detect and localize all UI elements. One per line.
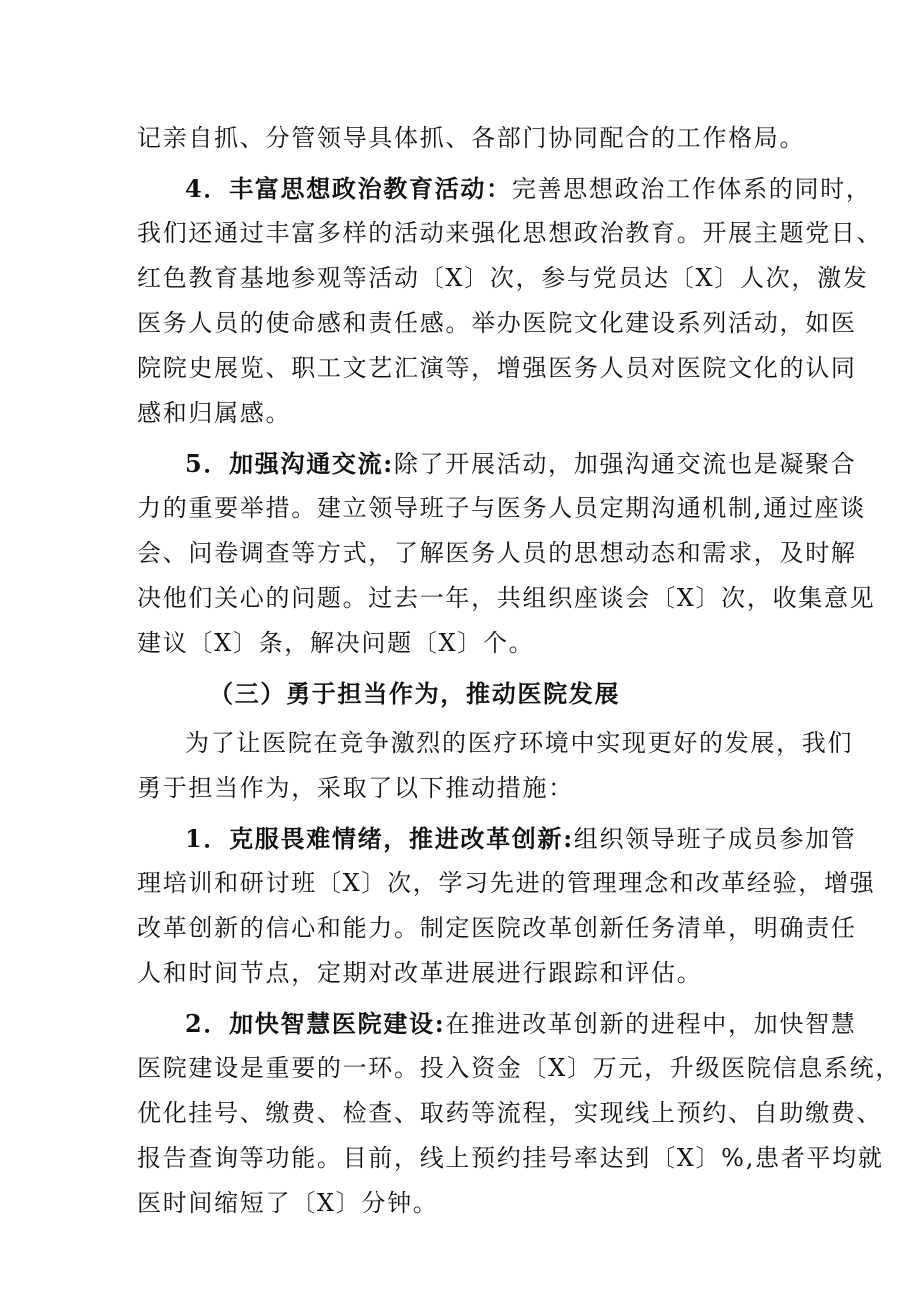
body-text: 决他们关心的问题。过去一年，共组织座谈会〔X〕次，收集意见 — [137, 584, 876, 612]
text-line — [137, 1181, 800, 1226]
heading-text: 5．加强沟通交流: — [185, 449, 394, 478]
text-line — [137, 621, 800, 666]
text-line — [137, 576, 876, 621]
text-line — [137, 861, 876, 906]
text-line — [137, 766, 800, 811]
body-text: 除了开展活动，加强沟通交流也是凝聚合 — [393, 450, 857, 478]
text-line — [137, 951, 800, 996]
body-text: 感和归属感。 — [137, 399, 292, 427]
body-text: 完善思想政治工作体系的同时， — [511, 175, 872, 203]
body-text: 报告查询等功能。目前，线上预约挂号率达到〔X〕%,患者平均就 — [137, 1144, 884, 1172]
heading-text: （三）勇于担当作为，推动医院发展 — [209, 679, 621, 708]
text-line — [137, 486, 866, 531]
body-text: 医务人员的使命感和责任感。举办医院文化建设系列活动，如医 — [137, 309, 857, 337]
text-line — [137, 721, 854, 766]
body-text: 为了让医院在竞争激烈的医疗环境中实现更好的发展，我们 — [185, 729, 854, 757]
text-line — [137, 166, 872, 211]
text-line — [137, 391, 800, 436]
body-text: 医院建设是重要的一环。投入资金〔X〕万元，升级医院信息系统， — [137, 1054, 902, 1082]
body-text: 人和时间节点，定期对改革进展进行跟踪和评估。 — [137, 959, 703, 987]
body-text: 我们还通过丰富多样的活动来强化思想政治教育。开展主题党日、 — [137, 219, 883, 247]
body-text: 红色教育基地参观等活动〔X〕次，参与党员达〔X〕人次，激发 — [137, 264, 869, 292]
body-text: 记亲自抓、分管领导具体抓、各部门协同配合的工作格局。 — [137, 124, 806, 152]
body-text: 建议〔X〕条，解决问题〔X〕个。 — [137, 629, 535, 657]
heading-text: 4．丰富思想政治教育活动： — [185, 174, 512, 203]
text-line — [137, 1046, 902, 1091]
text-line — [137, 1136, 884, 1181]
text-line — [137, 211, 883, 256]
body-text: 优化挂号、缴费、检查、取药等流程，实现线上预约、自助缴费、 — [137, 1099, 883, 1127]
text-line — [137, 441, 857, 486]
heading-text: 1．克服畏难情绪，推进改革创新: — [185, 824, 574, 853]
text-line — [137, 531, 857, 576]
text-line — [137, 116, 806, 161]
body-text: 院院史展览、职工文艺汇演等，增强医务人员对医院文化的认同 — [137, 354, 857, 382]
text-line — [137, 301, 857, 346]
body-text: 改革创新的信心和能力。制定医院改革创新任务清单，明确责任 — [137, 914, 857, 942]
text-line — [137, 816, 857, 861]
body-text: 在推进改革创新的进程中，加快智慧 — [445, 1010, 857, 1038]
heading-text: 2．加快智慧医院建设: — [185, 1009, 446, 1038]
body-text: 组织领导班子成员参加管 — [573, 825, 857, 853]
body-text: 理培训和研讨班〔X〕次，学习先进的管理理念和改革经验，增强 — [137, 869, 876, 897]
body-text: 医时间缩短了〔X〕分钟。 — [137, 1189, 439, 1217]
text-line — [137, 256, 869, 301]
text-line — [137, 346, 857, 391]
text-line — [137, 1001, 857, 1046]
body-text: 会、问卷调查等方式，了解医务人员的思想动态和需求，及时解 — [137, 539, 857, 567]
text-line — [137, 1091, 883, 1136]
text-line — [137, 906, 857, 951]
body-text: 力的重要举措。建立领导班子与医务人员定期沟通机制,通过座谈 — [137, 494, 866, 522]
body-text: 勇于担当作为，采取了以下推动措施： — [137, 774, 574, 802]
text-line — [137, 671, 800, 716]
